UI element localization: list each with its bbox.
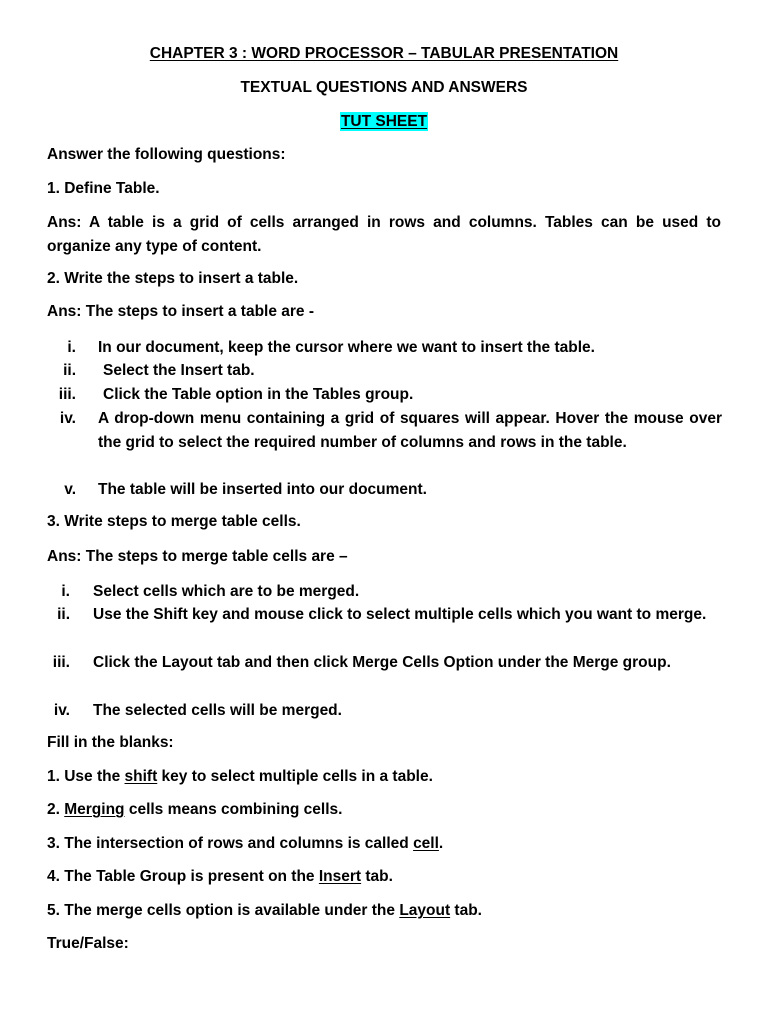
list-number: iv. bbox=[53, 702, 70, 719]
tut-sheet-badge bbox=[0, 112, 768, 132]
list-number: i. bbox=[61, 583, 70, 600]
list-text: Click the Table option in the Tables group. bbox=[103, 386, 414, 403]
list-text: Select the Insert tab. bbox=[103, 362, 255, 379]
blank-text: key to select multiple cells in a table. bbox=[157, 768, 433, 785]
blank-answer: shift bbox=[124, 768, 158, 785]
answer-1: Ans: A table is a grid of cells arranged in rows and columns. Tables can be used to organize any type of content. bbox=[47, 214, 721, 255]
list-text: The table will be inserted into our document. bbox=[98, 481, 427, 498]
blank-text: 4. The Table Group is present on the bbox=[47, 868, 319, 885]
list-number: i. bbox=[67, 339, 76, 356]
blank-answer: Insert bbox=[318, 868, 362, 885]
fill-blank-item bbox=[47, 867, 393, 887]
fill-blank-item bbox=[47, 901, 482, 921]
list-text: The selected cells will be merged. bbox=[93, 702, 342, 719]
list-number: iv. bbox=[59, 410, 76, 427]
list-number: iii. bbox=[52, 654, 70, 671]
question-1: 1. Define Table. bbox=[47, 180, 160, 197]
fill-blank-item bbox=[47, 800, 342, 820]
true-false-heading: True/False: bbox=[47, 935, 129, 952]
blank-text: cells means combining cells. bbox=[124, 801, 343, 818]
list-number: ii. bbox=[63, 362, 76, 379]
list-text: A drop-down menu containing a grid of squares will appear. Hover the mouse over the grid to select the required number of columns and rows in the table. bbox=[98, 410, 722, 451]
list-number: iii. bbox=[58, 386, 76, 403]
blank-answer: cell bbox=[413, 835, 439, 852]
list-number: ii. bbox=[57, 606, 70, 623]
blank-text: 3. The intersection of rows and columns is called bbox=[47, 835, 414, 852]
answer-2-intro: Ans: The steps to insert a table are - bbox=[47, 303, 315, 320]
blank-text: tab. bbox=[450, 902, 482, 919]
intro-text: Answer the following questions: bbox=[47, 146, 286, 163]
list-text: Click the Layout tab and then click Merge Cells Option under the Merge group. bbox=[93, 654, 671, 671]
list-text: Select cells which are to be merged. bbox=[93, 583, 360, 600]
blank-text: . bbox=[438, 835, 444, 852]
question-3: 3. Write steps to merge table cells. bbox=[47, 513, 301, 530]
fill-blank-item bbox=[47, 834, 443, 854]
blank-answer: Merging bbox=[64, 801, 125, 818]
list-number: v. bbox=[64, 481, 76, 498]
fill-blank-item bbox=[47, 767, 433, 787]
blank-answer: Layout bbox=[399, 902, 451, 919]
fill-blanks-heading: Fill in the blanks: bbox=[47, 734, 174, 751]
chapter-title: CHAPTER 3 : WORD PROCESSOR – TABULAR PRESENTATION bbox=[149, 45, 619, 62]
question-2: 2. Write the steps to insert a table. bbox=[47, 270, 299, 287]
tut-sheet-label: TUT SHEET bbox=[340, 113, 428, 130]
blank-text: tab. bbox=[361, 868, 393, 885]
blank-text: 2. bbox=[47, 801, 65, 818]
blank-text: 5. The merge cells option is available under the bbox=[47, 902, 400, 919]
list-text: In our document, keep the cursor where we want to insert the table. bbox=[98, 339, 595, 356]
blank-text: 1. Use the bbox=[47, 768, 125, 785]
answer-3-intro: Ans: The steps to merge table cells are – bbox=[47, 548, 348, 565]
subtitle: TEXTUAL QUESTIONS AND ANSWERS bbox=[240, 79, 528, 96]
list-text: Use the Shift key and mouse click to select multiple cells which you want to merge. bbox=[93, 606, 707, 623]
